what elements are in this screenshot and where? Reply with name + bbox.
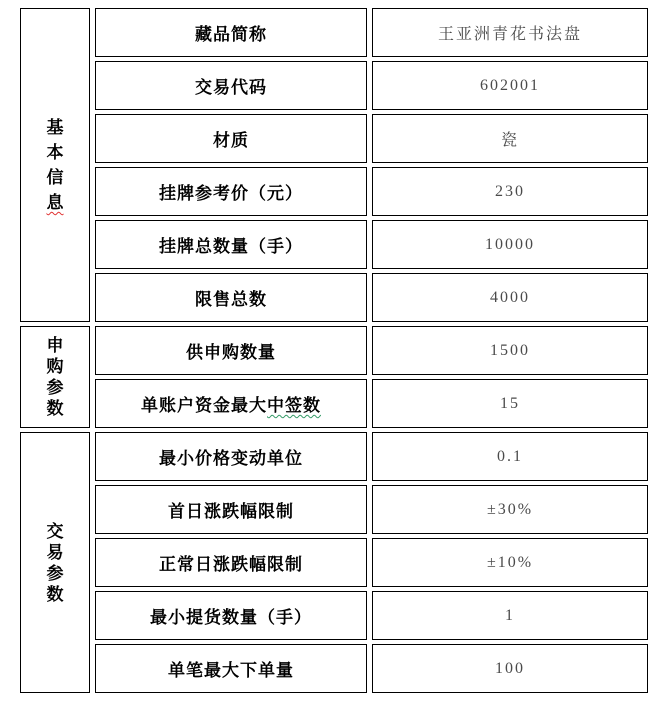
vertical-group-label bbox=[46, 521, 65, 605]
misspell-marked-text: 息 bbox=[46, 193, 64, 212]
group-cell-basic-info bbox=[20, 8, 90, 322]
vertical-group-label bbox=[46, 335, 65, 419]
label-cell: 单笔最大下单量 bbox=[95, 644, 367, 693]
label-cell: 首日涨跌幅限制 bbox=[95, 485, 367, 534]
value-cell: 瓷 bbox=[372, 114, 648, 163]
value-cell: 100 bbox=[372, 644, 648, 693]
table-row bbox=[20, 591, 648, 640]
label-cell: 最小价格变动单位 bbox=[95, 432, 367, 481]
label-cell: 交易代码 bbox=[95, 61, 367, 110]
value-cell: ±10% bbox=[372, 538, 648, 587]
collection-spec-table bbox=[15, 4, 653, 697]
group-label-text: 交易参数 bbox=[46, 521, 64, 604]
table-row bbox=[20, 432, 648, 481]
table-row bbox=[20, 379, 648, 428]
value-cell: 0.1 bbox=[372, 432, 648, 481]
group-label-text: 基本信 bbox=[46, 118, 64, 187]
table-row bbox=[20, 644, 648, 693]
grammar-marked-text: 中签数 bbox=[267, 396, 321, 415]
label-cell: 挂牌总数量（手） bbox=[95, 220, 367, 269]
label-cell: 正常日涨跌幅限制 bbox=[95, 538, 367, 587]
table-row bbox=[20, 538, 648, 587]
label-cell: 限售总数 bbox=[95, 273, 367, 322]
table-row bbox=[20, 273, 648, 322]
value-cell: 王亚洲青花书法盘 bbox=[372, 8, 648, 57]
table-row bbox=[20, 114, 648, 163]
table-row bbox=[20, 8, 648, 57]
label-cell: 最小提货数量（手） bbox=[95, 591, 367, 640]
value-cell: 4000 bbox=[372, 273, 648, 322]
value-cell: 602001 bbox=[372, 61, 648, 110]
label-cell: 供申购数量 bbox=[95, 326, 367, 375]
value-cell: ±30% bbox=[372, 485, 648, 534]
value-cell: 230 bbox=[372, 167, 648, 216]
group-label-text: 申购参数 bbox=[46, 336, 64, 418]
label-text: 单账户资金最大 bbox=[141, 396, 267, 415]
table-row bbox=[20, 220, 648, 269]
value-cell: 10000 bbox=[372, 220, 648, 269]
table-row bbox=[20, 326, 648, 375]
group-cell-subscription-params bbox=[20, 326, 90, 428]
label-cell: 挂牌参考价（元） bbox=[95, 167, 367, 216]
group-cell-trading-params bbox=[20, 432, 90, 693]
value-cell: 15 bbox=[372, 379, 648, 428]
label-cell bbox=[95, 379, 367, 428]
value-cell: 1 bbox=[372, 591, 648, 640]
value-cell: 1500 bbox=[372, 326, 648, 375]
table-row bbox=[20, 167, 648, 216]
label-cell: 藏品简称 bbox=[95, 8, 367, 57]
table-row bbox=[20, 61, 648, 110]
label-cell: 材质 bbox=[95, 114, 367, 163]
vertical-group-label bbox=[46, 115, 65, 215]
table-row bbox=[20, 485, 648, 534]
